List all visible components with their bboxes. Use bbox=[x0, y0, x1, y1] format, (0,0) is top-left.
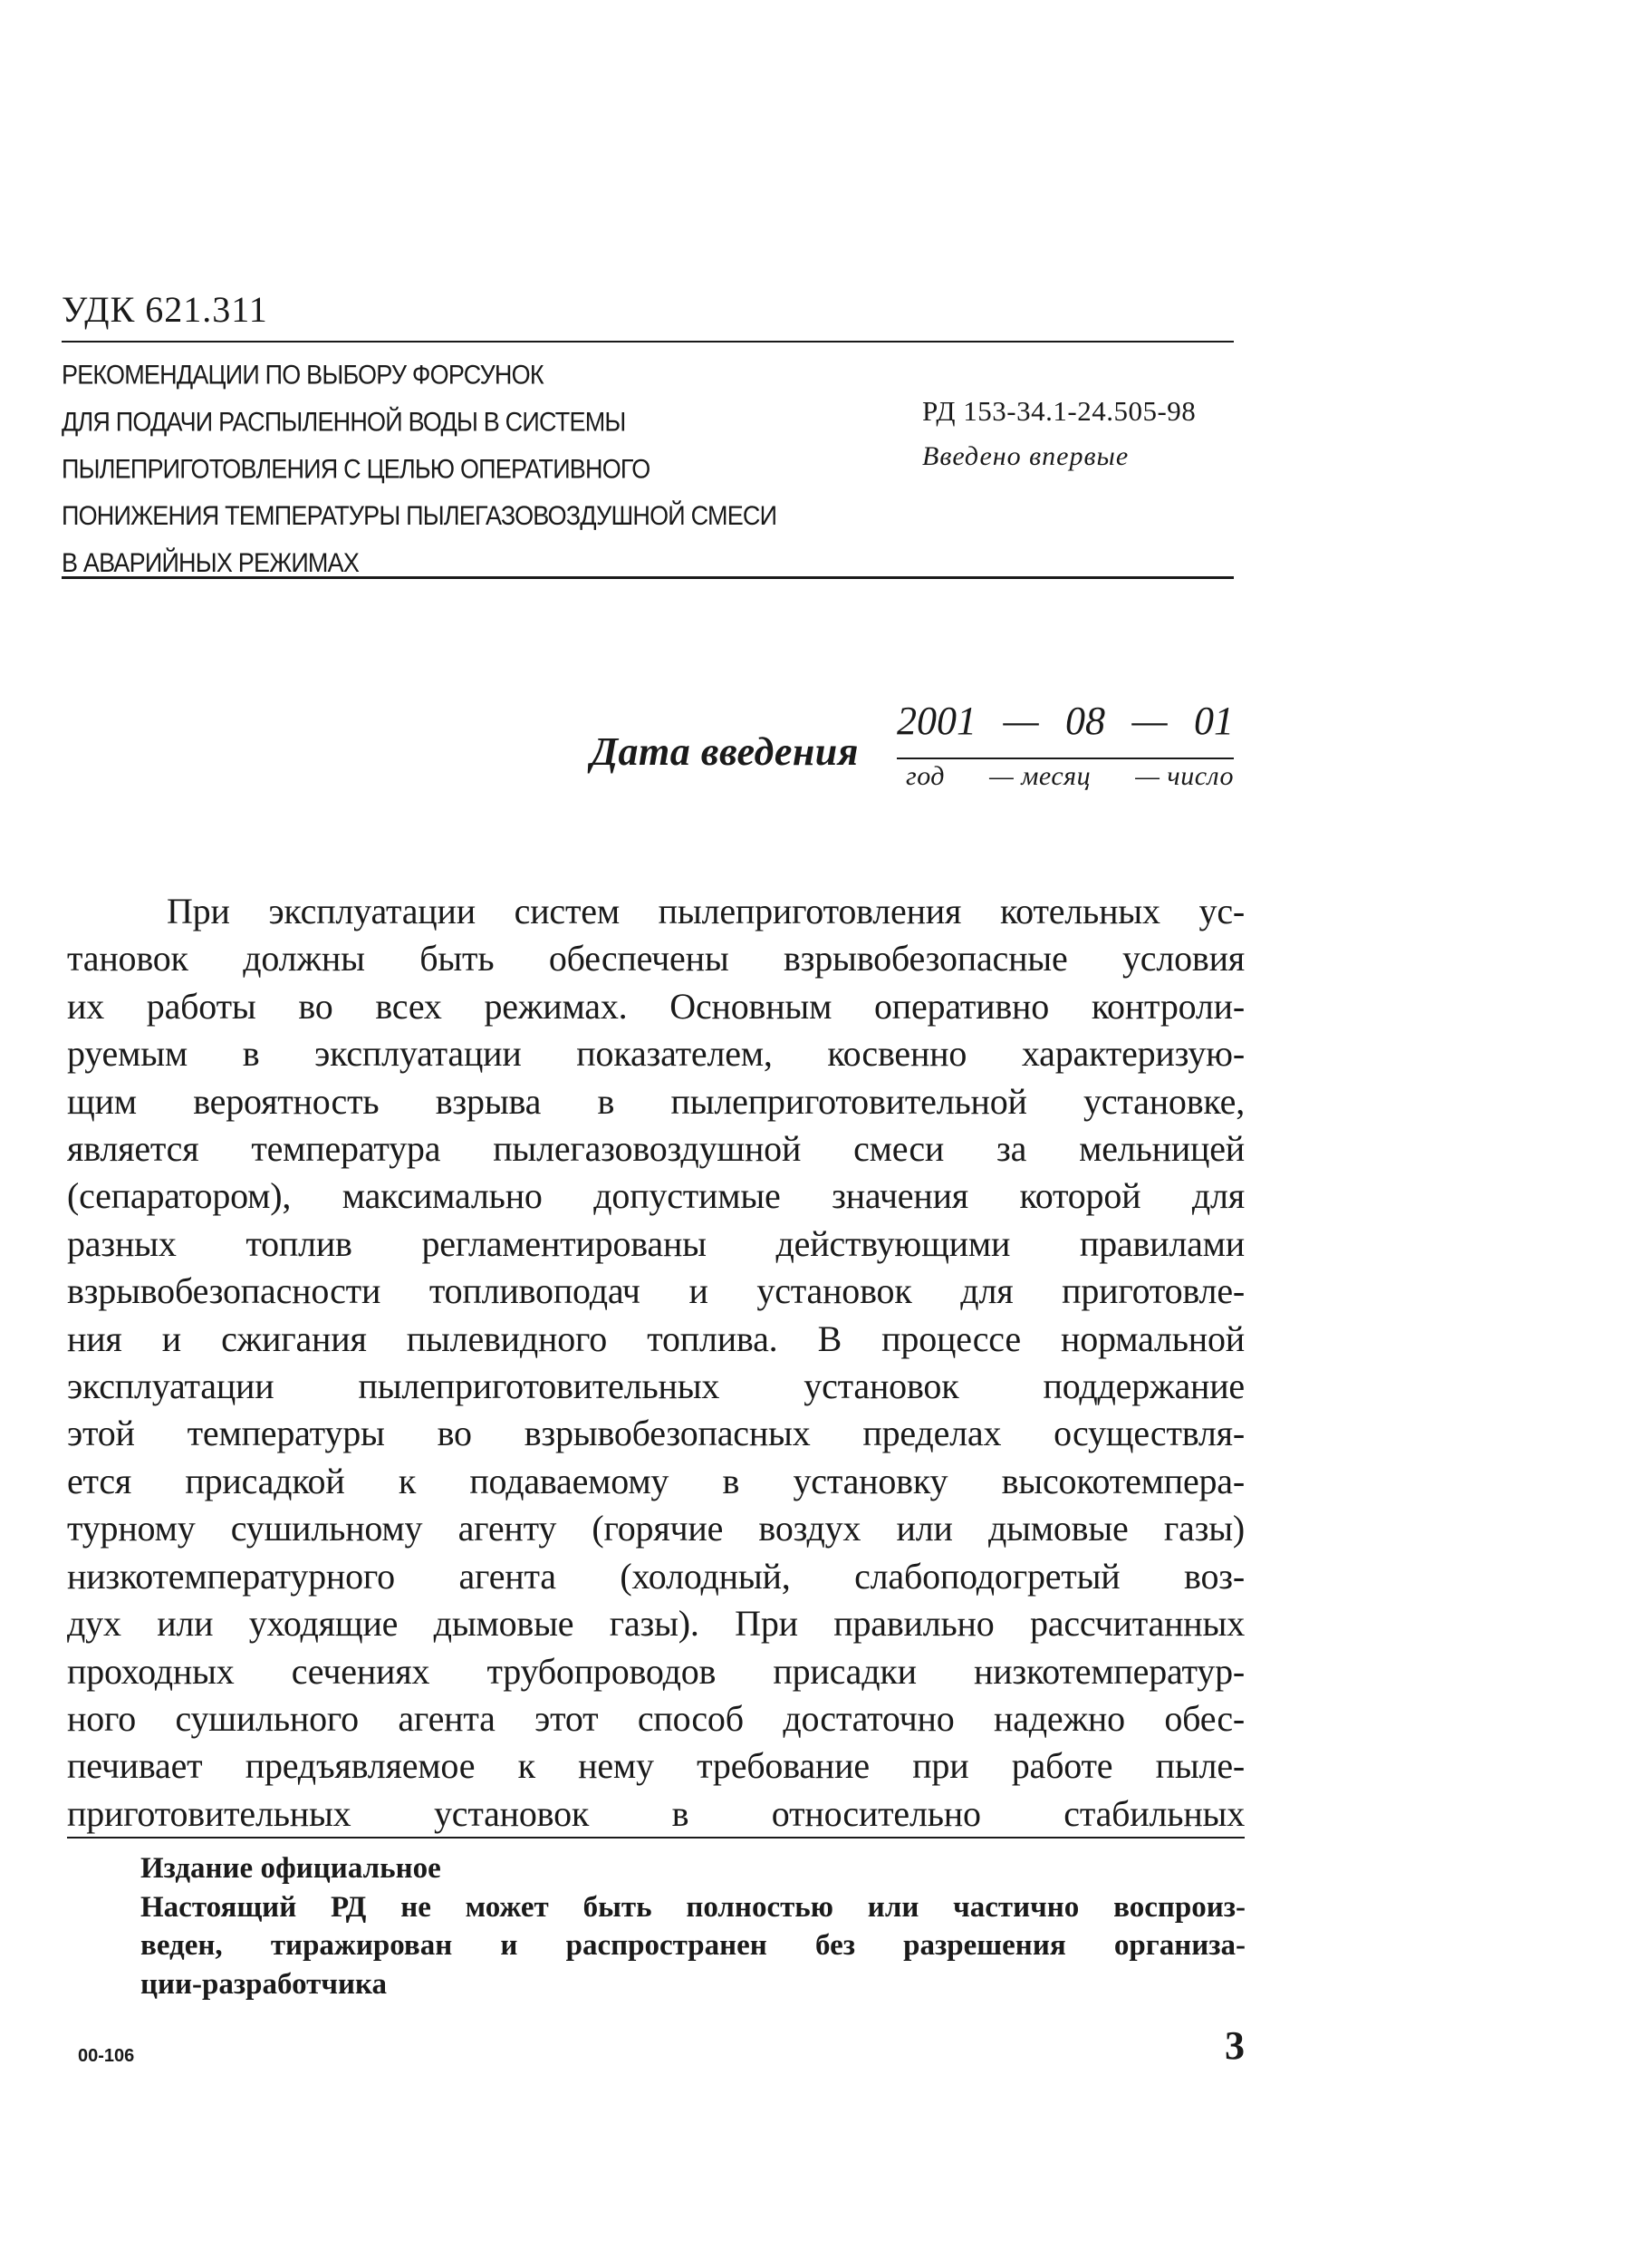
copyright-line: веден, тиражирован и распространен без разрешения организа- bbox=[140, 1929, 1246, 1962]
intro-date-label: Дата введения bbox=[591, 729, 859, 774]
body-line: взрывобезопасности топливоподач и установок для приготовле- bbox=[67, 1270, 1245, 1312]
rd-introduction-note: Введено впервые bbox=[922, 441, 1130, 471]
title-line: ДЛЯ ПОДАЧИ РАСПЫЛЕННОЙ ВОДЫ В СИСТЕМЫ bbox=[62, 407, 626, 437]
body-line: ного сушильного агента этот способ достаточно надежно обес- bbox=[67, 1697, 1245, 1739]
intro-date-year: 2001 bbox=[897, 699, 977, 743]
body-line: дух или уходящие дымовые газы). При правильно рассчитанных bbox=[67, 1603, 1245, 1645]
body-line: ется присадкой к подаваемому в установку высокотемпера- bbox=[67, 1460, 1245, 1501]
body-line: является температура пылегазовоздушной смеси за мельницей bbox=[67, 1128, 1245, 1170]
body-line: разных топлив регламентированы действующими правилами bbox=[67, 1222, 1245, 1264]
intro-date-values bbox=[897, 698, 1234, 744]
official-edition-title: Издание официальное bbox=[140, 1852, 441, 1885]
copyright-line: ции-разработчика bbox=[140, 1967, 387, 2001]
intro-date-day: 01 bbox=[1194, 699, 1234, 743]
body-line: приготовительных установок в относительно стабильных bbox=[67, 1792, 1245, 1834]
footnote-rule bbox=[67, 1837, 1245, 1839]
title-line: В АВАРИЙНЫХ РЕЖИМАХ bbox=[62, 548, 360, 578]
page-number: 3 bbox=[1225, 2023, 1245, 2068]
body-line: этой температуры во взрывобезопасных пределах осуществля- bbox=[67, 1413, 1245, 1454]
official-edition-note bbox=[140, 1849, 1246, 2003]
body-line: ния и сжигания пылевидного топлива. В процессе нормальной bbox=[67, 1317, 1245, 1359]
copyright-line: Настоящий РД не может быть полностью или частично воспроиз- bbox=[140, 1890, 1246, 1924]
header-top-rule bbox=[62, 341, 1234, 343]
document-title bbox=[62, 352, 877, 586]
title-line: ПЫЛЕПРИГОТОВЛЕНИЯ С ЦЕЛЬЮ ОПЕРАТИВНОГО bbox=[62, 454, 650, 484]
body-line: проходных сечениях трубопроводов присадки низкотемператур- bbox=[67, 1650, 1245, 1692]
print-code: 00-106 bbox=[78, 2046, 135, 2066]
body-line: тановок должны быть обеспечены взрывобезопасные условия bbox=[67, 938, 1245, 980]
title-line: ПОНИЖЕНИЯ ТЕМПЕРАТУРЫ ПЫЛЕГАЗОВОЗДУШНОЙ СМЕСИ bbox=[62, 501, 777, 531]
body-line: При эксплуатации систем пылеприготовления котельных ус- bbox=[167, 891, 1245, 931]
body-line: печивает предъявляемое к нему требование при работе пыле- bbox=[67, 1745, 1245, 1787]
intro-date-rule bbox=[897, 758, 1234, 759]
body-line: щим вероятность взрыва в пылеприготовительной установке, bbox=[67, 1080, 1245, 1122]
body-line: их работы во всех режимах. Основным оперативно контроли- bbox=[67, 985, 1245, 1027]
intro-date-legend bbox=[897, 761, 1234, 792]
intro-date-legend-year: год bbox=[906, 761, 945, 791]
title-line: РЕКОМЕНДАЦИИ ПО ВЫБОРУ ФОРСУНОК bbox=[62, 360, 544, 391]
body-line: эксплуатации пылеприготовительных установок поддержание bbox=[67, 1366, 1245, 1407]
intro-date-legend-day: — число bbox=[1135, 761, 1234, 791]
body-paragraph bbox=[67, 888, 1245, 1838]
intro-date-month: 08 bbox=[1065, 699, 1105, 743]
body-line: руемым в эксплуатации показателем, косвенно характеризую- bbox=[67, 1033, 1245, 1075]
header-bottom-rule bbox=[62, 576, 1234, 579]
body-line: турному сушильному агенту (горячие воздух или дымовые газы) bbox=[67, 1508, 1245, 1549]
intro-date-separator: — bbox=[1003, 699, 1039, 743]
body-line: (сепаратором), максимально допустимые значения которой для bbox=[67, 1175, 1245, 1217]
rd-document-code: РД 153-34.1-24.505-98 bbox=[922, 395, 1197, 427]
intro-date-separator: — bbox=[1131, 699, 1168, 743]
body-line: низкотемпературного агента (холодный, слабоподогретый воз- bbox=[67, 1555, 1245, 1597]
intro-date-legend-month: — месяц bbox=[989, 761, 1092, 791]
udk-code: УДК 621.311 bbox=[62, 289, 268, 330]
